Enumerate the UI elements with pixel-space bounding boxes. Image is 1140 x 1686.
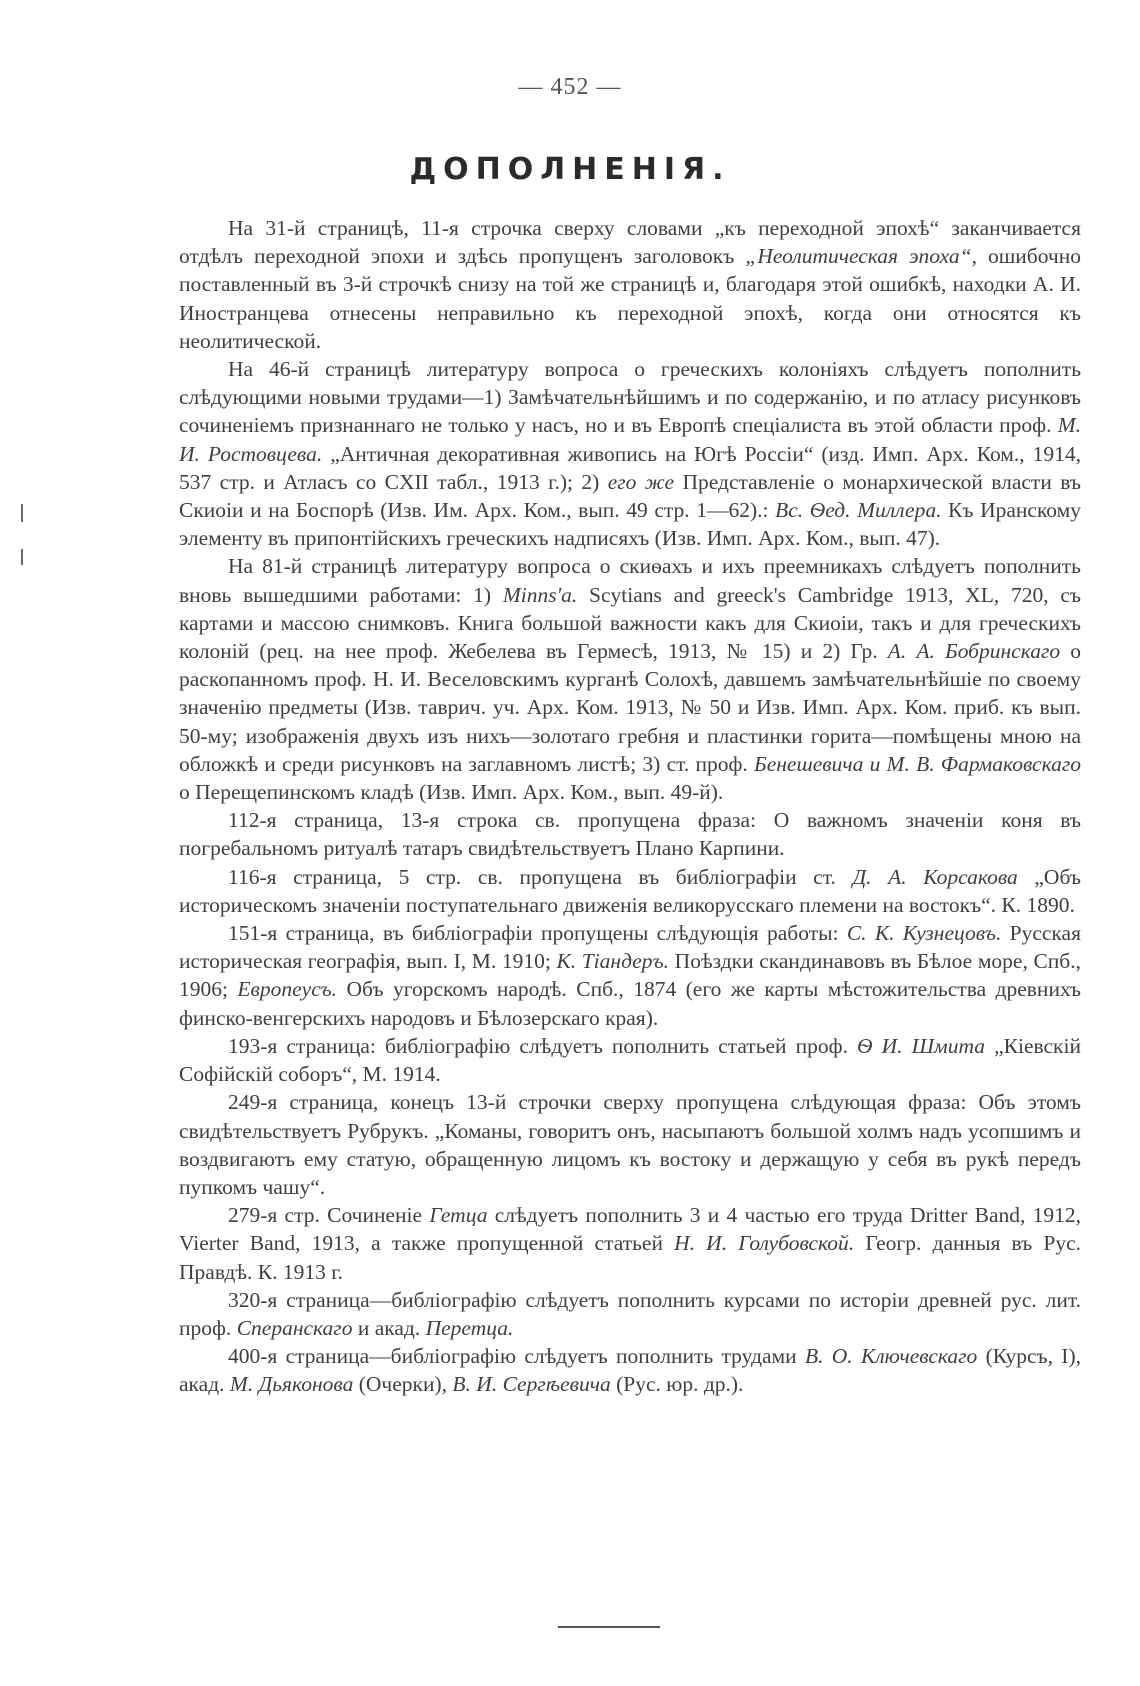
text-run: (Рус. юр. др.). xyxy=(610,1372,744,1397)
page-title: ДОПОЛНЕНІЯ. xyxy=(409,152,731,187)
text-run: и акад. xyxy=(352,1315,426,1340)
italic-reference: В. О. Ключевскаго xyxy=(804,1344,978,1369)
addendum-paragraph xyxy=(179,806,1081,862)
text-run: о раскопанномъ проф. Н. И. Веселовскимъ курганѣ Солохѣ, давшемъ замѣчательнѣйшіе по своему значенію предметы (Изв. таврич. уч. Арх. Ком. 1913, № 50 и Изв. Имп. Арх. Ком. приб. къ вып. 50-му; изображенія двухъ изъ нихъ—золотаго гребня и пластинки горита—помѣщены мною на обложкѣ и среди рисунковъ на заглавномъ листѣ; 3) ст. проф. xyxy=(179,639,1081,776)
text-run: Представленіе о монархической власти въ Скиоіи и на Боспорѣ (Изв. Им. Арх. Ком., вып. 49 стр. 1—62).: xyxy=(179,469,1081,523)
italic-reference: Minns'a. xyxy=(502,582,578,607)
italic-reference: Перетца. xyxy=(425,1315,514,1340)
text-run: 116-я страница, 5 стр. св. пропущена въ библіографіи ст. xyxy=(228,864,853,889)
addendum-paragraph xyxy=(179,355,1081,552)
margin-mark xyxy=(21,549,23,565)
italic-reference: Д. А. Корсакова xyxy=(852,864,1018,889)
text-run: Scytians and greeck's Cambridge 1913, XL, 720, съ картами и массою снимковъ. Книга большой важности какъ для Скиоіи, такъ и для греческихъ колоній (рец. на нее проф. Жебелева въ Гермесѣ, 1913, № 15) и 2) Гр. xyxy=(179,582,1082,664)
text-run: (Очерки), xyxy=(353,1372,453,1397)
text-run: Русская историческая географія, вып. I, М. 1910; xyxy=(179,921,1081,974)
text-run: (Курсъ, I), акад. xyxy=(179,1344,1081,1397)
text-run: 279-я стр. Сочиненіе xyxy=(228,1203,430,1228)
italic-reference: Ѳ И. Шмита xyxy=(857,1033,986,1058)
text-run: 193-я страница: библіографію слѣдуетъ пополнить статьей проф. xyxy=(228,1033,858,1058)
text-run: Геогр. данныя въ Рус. Правдѣ. К. 1913 г. xyxy=(179,1231,1081,1284)
text-run: слѣдуетъ пополнить 3 и 4 частью его труда Dritter Band, 1912, Vierter Band, 1913, а также пропущенной статьей xyxy=(179,1203,1081,1256)
addenda-text xyxy=(179,214,1081,1399)
italic-reference: Гетца xyxy=(429,1203,488,1228)
italic-reference: М. И. Ростовцева. xyxy=(179,413,1081,466)
italic-reference: Европеусъ. xyxy=(237,977,338,1002)
text-run: о Перещепинскомъ кладѣ (Изв. Имп. Арх. Ком., вып. 49-й). xyxy=(179,780,724,805)
italic-reference: „Неолитическая эпоха“ xyxy=(745,244,972,269)
text-run: „Кіевскій Софійскій соборъ“, М. 1914. xyxy=(179,1033,1081,1087)
text-run: Къ Иранскому элементу въ припонтійскихъ греческихъ надписяхъ (Изв. Имп. Арх. Ком., вып. 47). xyxy=(179,498,1081,551)
text-run: 249-я страница, конецъ 13-й строчки сверху пропущена слѣдующая фраза: Объ этомъ свидѣтельствуетъ Рубрукъ. „Команы, говоритъ онъ, насыпаютъ большой холмъ надъ усопшимъ и воздвигаютъ ему статую, обращенную лицомъ къ востоку и держащую у себя въ рукѣ передъ пупкомъ чашу“. xyxy=(179,1090,1081,1199)
addendum-paragraph xyxy=(179,1032,1081,1088)
italic-reference: А. А. Бобринскаго xyxy=(887,639,1061,664)
text-run: Поѣздки скандинавовъ въ Бѣлое море, Спб., 1906; xyxy=(179,949,1081,1002)
addendum-paragraph xyxy=(179,1286,1081,1342)
italic-reference: М. Дьяконова xyxy=(229,1372,354,1397)
page-number: — 452 — xyxy=(518,74,622,100)
text-run: „Античная декоративная живопись на Югѣ Россіи“ (изд. Имп. Арх. Ком., 1914, 537 стр. и Атласъ со CXII табл., 1913 г.); 2) xyxy=(179,441,1081,494)
text-run: 320-я страница—библіографію слѣдуетъ пополнить курсами по исторіи древней рус. лит. проф. xyxy=(179,1287,1081,1340)
text-run: 151-я страница, въ библіографіи пропущены слѣдующія работы: xyxy=(228,921,847,946)
text-run: На 46-й страницѣ литературу вопроса о греческихъ колоніяхъ слѣдуетъ пополнить слѣдующими новыми трудами—1) Замѣчательнѣйшимъ и по содержанію, и по атласу рисунковъ сочиненіемъ признаннаго не только у насъ, но и въ Европѣ спеціалиста въ этой области проф. xyxy=(179,357,1081,438)
addendum-paragraph xyxy=(179,214,1081,355)
end-rule xyxy=(558,1626,660,1628)
addendum-paragraph xyxy=(179,919,1081,1032)
italic-reference: Бенешевича и М. В. Фармаковскаго xyxy=(754,751,1081,776)
italic-reference: С. К. Кузнецовъ. xyxy=(846,921,1002,946)
margin-mark xyxy=(21,504,23,522)
text-run: На 31-й страницѣ, 11-я строчка сверху словами „къ переходной эпохѣ“ заканчивается отдѣлъ переходной эпохи и здѣсь пропущенъ заголовокъ xyxy=(179,216,1081,269)
italic-reference: Н. И. Голубовской. xyxy=(674,1231,855,1256)
addendum-paragraph xyxy=(179,1088,1081,1201)
italic-reference: В. И. Сергѣевича xyxy=(452,1372,611,1397)
italic-reference: К. Тіандеръ. xyxy=(556,949,670,974)
italic-reference: Вс. Ѳед. Миллера. xyxy=(775,498,942,523)
text-run: Объ угорскомъ народѣ. Спб., 1874 (его же карты мѣстожительства древнихъ финско-венгерскихъ народовъ и Бѣлозерскаго края). xyxy=(179,977,1081,1030)
addendum-paragraph xyxy=(179,863,1081,919)
addendum-paragraph xyxy=(179,1201,1081,1286)
addendum-paragraph xyxy=(179,1342,1081,1398)
text-run: , ошибочно поставленный въ 3-й строчкѣ снизу на той же страницѣ и, благодаря этой ошибкѣ, находки А. И. Иностранцева отнесены неправильно къ переходной эпохѣ, когда они относятся къ неолитической. xyxy=(179,244,1082,353)
italic-reference: Сперанскаго xyxy=(236,1315,353,1340)
italic-reference: его же xyxy=(607,469,675,494)
text-run: На 81-й страницѣ литературу вопроса о скиѳахъ и ихъ преемникахъ слѣдуетъ пополнить вновь вышедшими работами: 1) xyxy=(179,554,1081,607)
text-run: „Объ историческомъ значеніи поступательнаго движенія великорусскаго племени на востокъ“. К. 1890. xyxy=(179,864,1081,917)
addendum-paragraph xyxy=(179,552,1081,806)
text-run: 112-я страница, 13-я строка св. пропущена фраза: О важномъ значеніи коня въ погребальномъ ритуалѣ татаръ свидѣтельствуетъ Плано Карпини. xyxy=(179,808,1081,861)
text-run: 400-я страница—библіографію слѣдуетъ пополнить трудами xyxy=(228,1344,805,1369)
